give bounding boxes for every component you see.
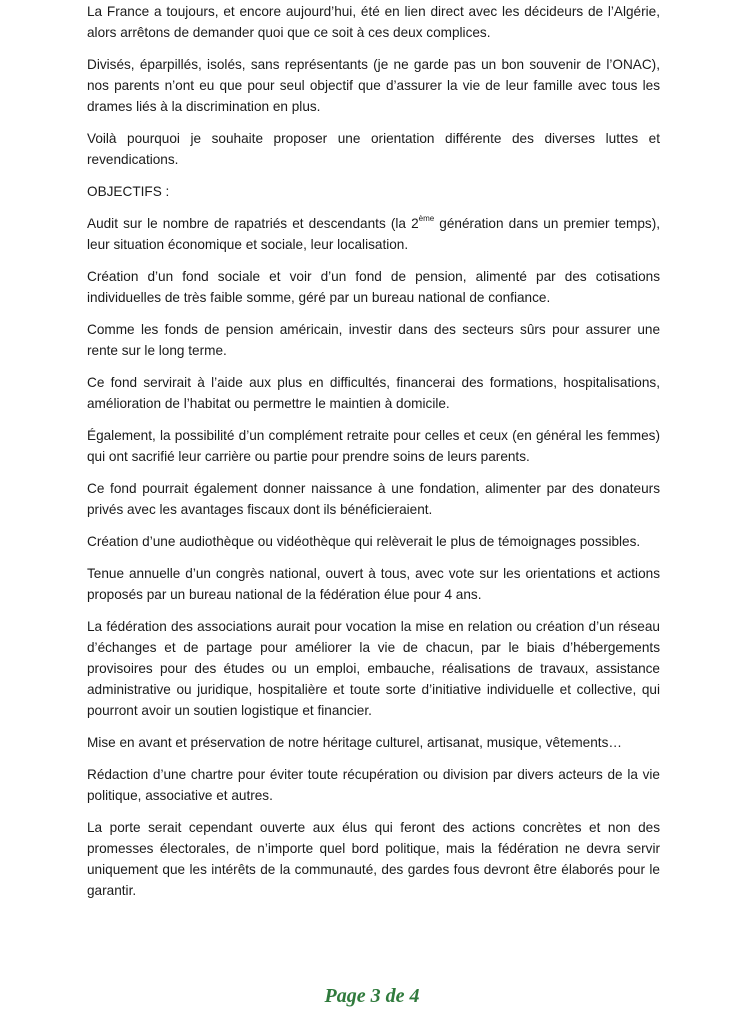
paragraph-chartre: Rédaction d’une chartre pour éviter toute récupération ou division par divers acteurs de la vie politique, associative et autres. <box>87 767 660 803</box>
of-word: de <box>385 985 405 1007</box>
paragraph-3: Voilà pourquoi je souhaite proposer une orientation différente des diverses luttes et revendications. <box>87 131 660 167</box>
paragraph-heritage: Mise en avant et préservation de notre héritage culturel, artisanat, musique, vêtements… <box>87 735 622 750</box>
objectives-heading: OBJECTIFS : <box>87 184 170 199</box>
audit-text-before: Audit sur le nombre de rapatriés et descendants (la 2 <box>87 216 419 231</box>
page-word: Page <box>324 985 366 1007</box>
page-number-footer <box>0 985 744 1008</box>
paragraph-1: La France a toujours, et encore aujourd’hui, été en lien direct avec les décideurs de l’Algérie, alors arrêtons de demander quoi que ce soit à ces deux complices. <box>87 4 660 40</box>
current-page-number: 3 <box>370 985 381 1007</box>
paragraph-porte: La porte serait cependant ouverte aux élus qui feront des actions concrètes et non des promesses électorales, de n’importe quel bord politique, mais la fédération ne devra servir uniquement que les intérêts de la communauté, des gardes fous devront être élaborés pour le garantir. <box>87 820 660 898</box>
paragraph-audiotheque: Création d’une audiothèque ou vidéothèque qui relèverait le plus de témoignages possibles. <box>87 534 641 549</box>
paragraph-aide: Ce fond servirait à l’aide aux plus en difficultés, financerai des formations, hospitalisations, amélioration de l’habitat ou permettre le maintien à domicile. <box>87 375 660 411</box>
paragraph-fondation: Ce fond pourrait également donner naissance à une fondation, alimenter par des donateurs privés avec les avantages fiscaux dont ils bénéficieraient. <box>87 481 660 517</box>
paragraph-federation: La fédération des associations aurait pour vocation la mise en relation ou création d’un réseau d’échanges et de partage pour améliorer la vie de chacun, par le biais d’hébergements provisoires pour des études ou un emploi, embauche, réalisations de travaux, assistance administrative ou juridique, hospitalière et toute sorte d’initiative individuelle et collective, qui pourront avoir un soutien logistique et financier. <box>87 619 660 718</box>
total-pages-number: 4 <box>409 985 420 1007</box>
paragraph-2: Divisés, éparpillés, isolés, sans représentants (je ne garde pas un bon souvenir de l’ONAC), nos parents n’ont eu que pour seul objectif que d’assurer la vie de leur famille avec tous les drames liés à la discrimination en plus. <box>87 57 660 114</box>
body-text <box>87 1 660 912</box>
audit-text-after: génération dans un premier temps), leur situation économique et sociale, leur localisation. <box>87 216 660 252</box>
paragraph-fonds-pension: Comme les fonds de pension américain, investir dans des secteurs sûrs pour assurer une rente sur le long terme. <box>87 322 660 358</box>
paragraph-retraite: Également, la possibilité d’un complément retraite pour celles et ceux (en général les femmes) qui ont sacrifié leur carrière ou partie pour prendre soins de leurs parents. <box>87 428 660 464</box>
paragraph-fond-sociale: Création d’un fond sociale et voir d’un fond de pension, alimenté par des cotisations individuelles de très faible somme, géré par un bureau national de confiance. <box>87 269 660 305</box>
ordinal-superscript: ème <box>418 214 435 224</box>
paragraph-congres: Tenue annuelle d’un congrès national, ouvert à tous, avec vote sur les orientations et actions proposés par un bureau national de la fédération élue pour 4 ans. <box>87 566 660 602</box>
paragraph-audit <box>87 213 660 255</box>
